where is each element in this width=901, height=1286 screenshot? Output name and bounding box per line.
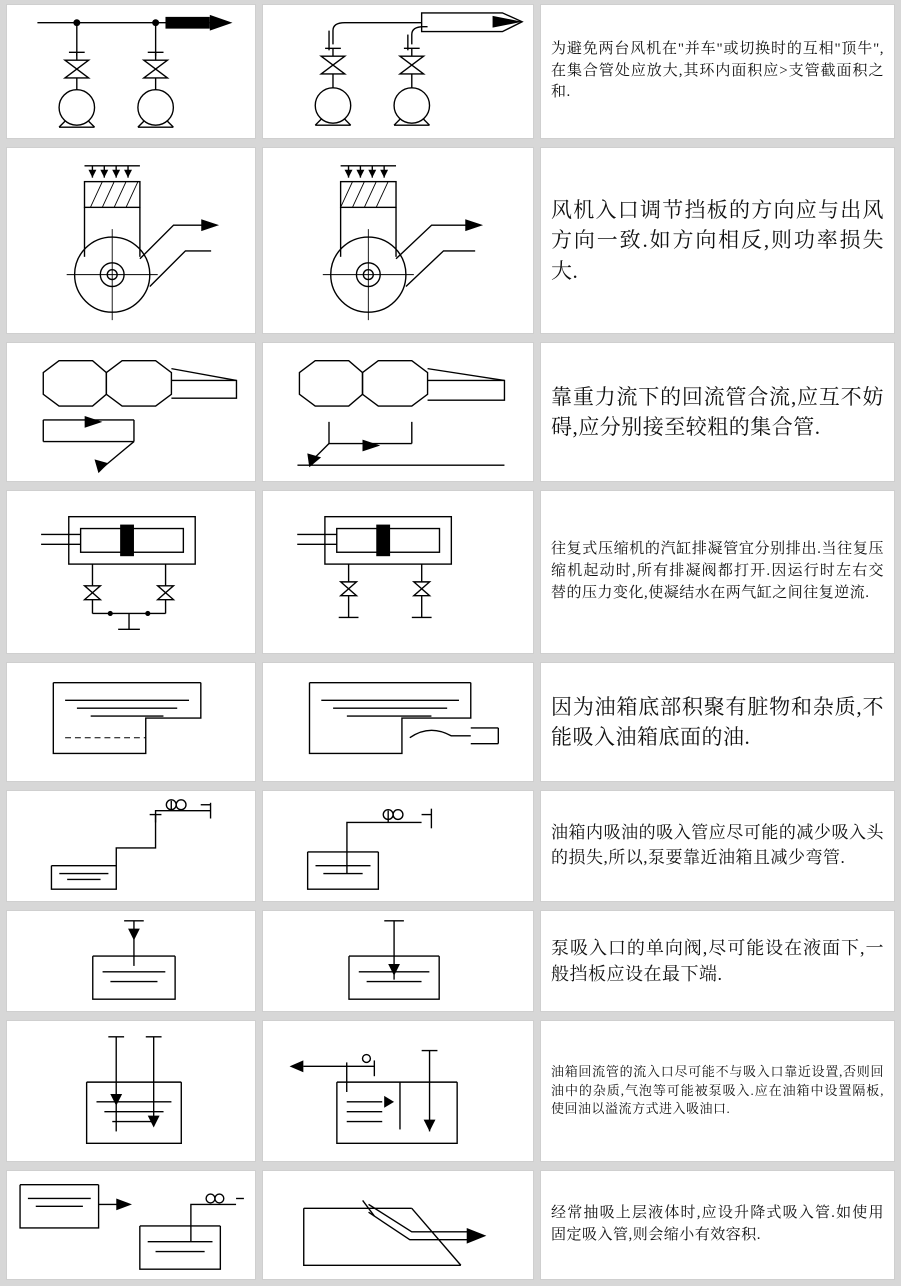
wrong-figure-6 — [6, 790, 256, 902]
wrong-figure-3 — [6, 342, 256, 482]
table-row — [0, 143, 901, 338]
table-row — [0, 0, 901, 143]
note-text: 往复式压缩机的汽缸排凝管宜分别排出.当往复压缩机起动时,所有排凝阀都打开.因运行时左右交替的压力变化,使凝结水在两气缸之间往复逆流. — [551, 541, 884, 601]
correct-figure-9 — [262, 1170, 534, 1280]
table-row — [0, 786, 901, 906]
wrong-figure-9 — [6, 1170, 256, 1280]
wrong-figure-1 — [6, 4, 256, 139]
note-cell-5 — [540, 662, 895, 782]
correct-figure-6 — [262, 790, 534, 902]
correct-figure-5 — [262, 662, 534, 782]
wrong-figure-8 — [6, 1020, 256, 1162]
note-text: 因为油箱底部积聚有脏物和杂质,不能吸入油箱底面的油. — [551, 694, 884, 749]
table-row — [0, 486, 901, 658]
note-cell-2 — [540, 147, 895, 334]
note-cell-7 — [540, 910, 895, 1012]
note-cell-4 — [540, 490, 895, 654]
wrong-figure-4 — [6, 490, 256, 654]
note-text: 为避免两台风机在"并车"或切换时的互相"顶牛",在集合管处应放大,其环内面积应>支管截面积之和. — [551, 40, 884, 101]
correct-figure-3 — [262, 342, 534, 482]
wrong-figure-2 — [6, 147, 256, 334]
note-text: 风机入口调节挡板的方向应与出风方向一致.如方向相反,则功率损失大. — [551, 197, 884, 283]
note-text: 泵吸入口的单向阀,尽可能设在液面下,一般挡板应设在最下端. — [551, 937, 884, 984]
table-row — [0, 1166, 901, 1284]
wrong-figure-7 — [6, 910, 256, 1012]
wrong-figure-5 — [6, 662, 256, 782]
table-row — [0, 658, 901, 786]
note-cell-8 — [540, 1020, 895, 1162]
table-row — [0, 338, 901, 486]
note-text: 油箱内吸油的吸入管应尽可能的减少吸入头的损失,所以,泵要靠近油箱且减少弯管. — [551, 823, 884, 867]
note-text: 经常抽吸上层液体时,应设升降式吸入管.如使用固定吸入管,则会缩小有效容积. — [551, 1205, 884, 1243]
correct-figure-7 — [262, 910, 534, 1012]
table-row — [0, 906, 901, 1016]
correct-figure-8 — [262, 1020, 534, 1162]
note-cell-6 — [540, 790, 895, 902]
correct-figure-4 — [262, 490, 534, 654]
correct-figure-1 — [262, 4, 534, 139]
note-cell-3 — [540, 342, 895, 482]
correct-figure-2 — [262, 147, 534, 334]
note-cell-1 — [540, 4, 895, 139]
note-text: 油箱回流管的流入口尽可能不与吸入口靠近设置,否则回油中的杂质,气泡等可能被泵吸入.应在油箱中设置隔板,使回油以溢流方式进入吸油口. — [551, 1063, 884, 1117]
table-row — [0, 1016, 901, 1166]
note-text: 靠重力流下的回流管合流,应互不妨碍,应分别接至较粗的集合管. — [551, 384, 884, 439]
note-cell-9 — [540, 1170, 895, 1280]
